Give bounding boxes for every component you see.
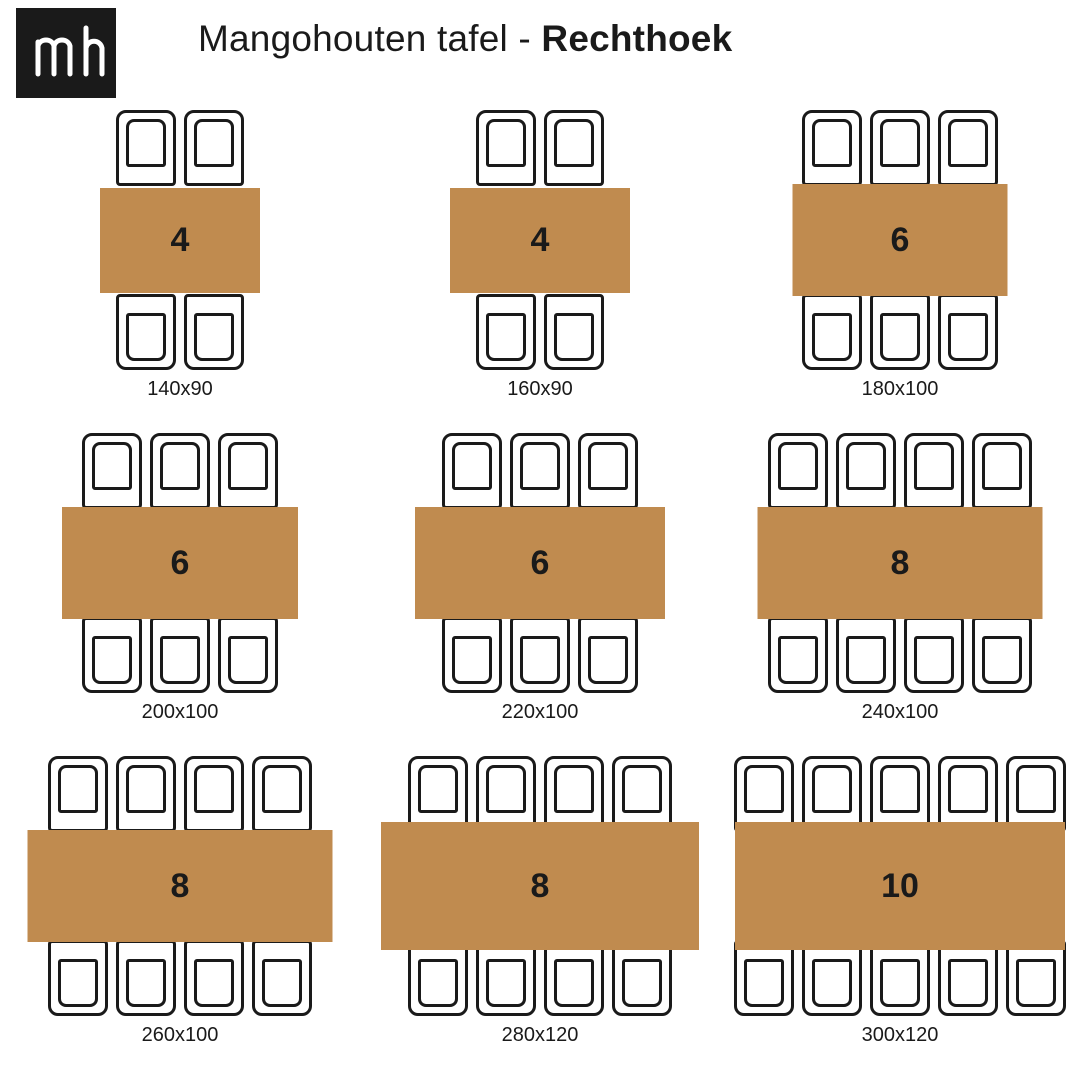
chair-icon — [184, 940, 244, 1016]
table-diagram — [360, 433, 720, 693]
chair-seat — [846, 442, 886, 490]
chairs-bottom-row — [720, 617, 1080, 693]
chairs-bottom-row — [360, 940, 720, 1016]
chair-seat — [588, 442, 628, 490]
chair-icon — [48, 756, 108, 832]
table-diagram — [0, 756, 360, 1016]
chair-icon — [938, 294, 998, 370]
seat-count-label: 4 — [530, 221, 550, 259]
page-title — [198, 18, 732, 60]
chair-icon — [544, 756, 604, 832]
chair-seat — [880, 765, 920, 813]
table-option-300x120[interactable] — [720, 756, 1080, 1079]
table-size-label: 300x120 — [861, 1024, 939, 1046]
chairs-bottom-row — [0, 294, 360, 370]
chair-seat — [622, 765, 662, 813]
chair-icon — [972, 433, 1032, 509]
chair-icon — [802, 294, 862, 370]
chair-icon — [218, 433, 278, 509]
chair-seat — [778, 442, 818, 490]
chair-seat — [194, 119, 234, 167]
chairs-top-row — [0, 756, 360, 832]
chair-seat — [982, 442, 1022, 490]
chair-seat — [554, 313, 594, 361]
chairs-bottom-row — [720, 940, 1080, 1016]
chairs-top-row — [720, 756, 1080, 832]
chair-seat — [486, 119, 526, 167]
table-top — [62, 507, 298, 619]
chair-icon — [870, 756, 930, 832]
table-top — [793, 184, 1008, 296]
chair-seat — [58, 959, 98, 1007]
chair-seat — [194, 959, 234, 1007]
chair-seat — [126, 313, 166, 361]
chair-seat — [160, 636, 200, 684]
table-option-240x100[interactable] — [720, 433, 1080, 756]
chair-seat — [948, 119, 988, 167]
chair-seat — [914, 442, 954, 490]
chair-icon — [972, 617, 1032, 693]
chair-icon — [768, 617, 828, 693]
chair-seat — [588, 636, 628, 684]
chair-seat — [1016, 765, 1056, 813]
chair-icon — [184, 294, 244, 370]
table-option-180x100[interactable] — [720, 110, 1080, 433]
chair-seat — [126, 959, 166, 1007]
seat-count-label: 6 — [530, 544, 550, 582]
chairs-bottom-row — [720, 294, 1080, 370]
chair-icon — [116, 110, 176, 186]
chair-icon — [938, 110, 998, 186]
table-size-label: 280x120 — [501, 1024, 579, 1046]
page-title-separator: - — [507, 18, 542, 59]
chair-seat — [194, 313, 234, 361]
chair-seat — [846, 636, 886, 684]
chair-seat — [948, 313, 988, 361]
chair-seat — [520, 442, 560, 490]
chair-seat — [126, 119, 166, 167]
chair-seat — [554, 959, 594, 1007]
chair-seat — [486, 959, 526, 1007]
table-top — [735, 822, 1065, 950]
brand-logo — [16, 8, 116, 98]
table-option-160x90[interactable] — [360, 110, 720, 433]
chair-icon — [252, 940, 312, 1016]
seat-count-label: 6 — [890, 221, 910, 259]
chair-icon — [252, 756, 312, 832]
chair-icon — [802, 756, 862, 832]
table-size-label: 220x100 — [501, 701, 579, 723]
chair-seat — [1016, 959, 1056, 1007]
table-option-200x100[interactable] — [0, 433, 360, 756]
chair-seat — [418, 765, 458, 813]
table-top — [450, 188, 630, 293]
chair-icon — [476, 756, 536, 832]
table-diagram — [0, 110, 360, 370]
table-top — [415, 507, 665, 619]
chair-seat — [160, 442, 200, 490]
chair-seat — [880, 959, 920, 1007]
chairs-top-row — [720, 433, 1080, 509]
chair-icon — [544, 110, 604, 186]
page-title-regular: Mangohouten tafel — [198, 18, 508, 59]
chair-icon — [184, 110, 244, 186]
chair-icon — [82, 617, 142, 693]
chairs-bottom-row — [0, 617, 360, 693]
table-diagram — [360, 110, 720, 370]
chair-icon — [1006, 756, 1066, 832]
table-size-label: 240x100 — [861, 701, 939, 723]
chairs-top-row — [360, 110, 720, 186]
chairs-top-row — [360, 756, 720, 832]
chair-seat — [914, 636, 954, 684]
chair-icon — [578, 433, 638, 509]
chair-seat — [812, 119, 852, 167]
table-diagram — [720, 433, 1080, 693]
chair-icon — [578, 617, 638, 693]
chair-icon — [510, 617, 570, 693]
chair-seat — [744, 959, 784, 1007]
table-size-grid — [0, 110, 1080, 1080]
chair-seat — [228, 636, 268, 684]
chair-icon — [938, 756, 998, 832]
chair-icon — [116, 756, 176, 832]
table-top — [100, 188, 260, 293]
chair-icon — [612, 756, 672, 832]
chair-seat — [982, 636, 1022, 684]
chair-icon — [544, 940, 604, 1016]
chair-seat — [228, 442, 268, 490]
chair-seat — [778, 636, 818, 684]
chairs-bottom-row — [0, 940, 360, 1016]
seat-count-label: 8 — [530, 867, 550, 905]
chair-seat — [262, 959, 302, 1007]
chair-icon — [870, 110, 930, 186]
seat-count-label: 8 — [890, 544, 910, 582]
chair-icon — [408, 940, 468, 1016]
page-header — [0, 0, 1080, 110]
chair-seat — [486, 313, 526, 361]
seat-count-label: 8 — [170, 867, 190, 905]
chair-icon — [612, 940, 672, 1016]
chair-seat — [452, 442, 492, 490]
table-size-label: 160x90 — [507, 378, 573, 400]
chair-seat — [554, 119, 594, 167]
chair-icon — [904, 433, 964, 509]
table-diagram — [360, 756, 720, 1016]
table-option-260x100[interactable] — [0, 756, 360, 1079]
chairs-bottom-row — [360, 617, 720, 693]
table-option-280x120[interactable] — [360, 756, 720, 1079]
chair-icon — [48, 940, 108, 1016]
table-option-140x90[interactable] — [0, 110, 360, 433]
table-size-label: 140x90 — [147, 378, 213, 400]
chair-seat — [452, 636, 492, 684]
page-title-bold: Rechthoek — [541, 18, 733, 59]
table-top — [758, 507, 1043, 619]
chair-icon — [476, 110, 536, 186]
chair-seat — [880, 313, 920, 361]
chair-seat — [418, 959, 458, 1007]
chair-icon — [442, 433, 502, 509]
chairs-top-row — [360, 433, 720, 509]
chair-icon — [768, 433, 828, 509]
chair-seat — [744, 765, 784, 813]
table-diagram — [720, 110, 1080, 370]
chair-icon — [150, 433, 210, 509]
chair-icon — [82, 433, 142, 509]
chair-icon — [836, 617, 896, 693]
table-size-label: 180x100 — [861, 378, 939, 400]
table-size-label: 260x100 — [141, 1024, 219, 1046]
chair-icon — [408, 756, 468, 832]
chair-icon — [1006, 940, 1066, 1016]
chair-seat — [92, 442, 132, 490]
chair-seat — [622, 959, 662, 1007]
table-diagram — [0, 433, 360, 693]
chairs-top-row — [0, 433, 360, 509]
chair-icon — [510, 433, 570, 509]
chair-seat — [520, 636, 560, 684]
chair-icon — [218, 617, 278, 693]
chairs-bottom-row — [360, 294, 720, 370]
chair-icon — [476, 294, 536, 370]
chair-icon — [734, 756, 794, 832]
chair-seat — [948, 959, 988, 1007]
table-diagram — [720, 756, 1080, 1016]
chair-seat — [812, 959, 852, 1007]
chair-seat — [812, 313, 852, 361]
table-top — [28, 830, 333, 942]
chair-icon — [150, 617, 210, 693]
chair-icon — [544, 294, 604, 370]
chair-seat — [58, 765, 98, 813]
chair-icon — [802, 110, 862, 186]
chairs-top-row — [0, 110, 360, 186]
chair-icon — [184, 756, 244, 832]
table-top — [381, 822, 699, 950]
chairs-top-row — [720, 110, 1080, 186]
chair-icon — [116, 294, 176, 370]
chair-seat — [262, 765, 302, 813]
chair-seat — [92, 636, 132, 684]
chair-seat — [486, 765, 526, 813]
chair-icon — [904, 617, 964, 693]
seat-count-label: 6 — [170, 544, 190, 582]
table-size-label: 200x100 — [141, 701, 219, 723]
seat-count-label: 10 — [881, 867, 919, 905]
mh-monogram-logo-icon — [16, 8, 116, 98]
chair-seat — [948, 765, 988, 813]
seat-count-label: 4 — [170, 221, 190, 259]
chair-icon — [870, 294, 930, 370]
chair-icon — [938, 940, 998, 1016]
chair-icon — [476, 940, 536, 1016]
chair-icon — [836, 433, 896, 509]
chair-seat — [812, 765, 852, 813]
chair-icon — [442, 617, 502, 693]
table-option-220x100[interactable] — [360, 433, 720, 756]
chair-seat — [194, 765, 234, 813]
chair-seat — [554, 765, 594, 813]
chair-seat — [126, 765, 166, 813]
chair-icon — [870, 940, 930, 1016]
chair-icon — [116, 940, 176, 1016]
chair-seat — [880, 119, 920, 167]
chair-icon — [734, 940, 794, 1016]
chair-icon — [802, 940, 862, 1016]
